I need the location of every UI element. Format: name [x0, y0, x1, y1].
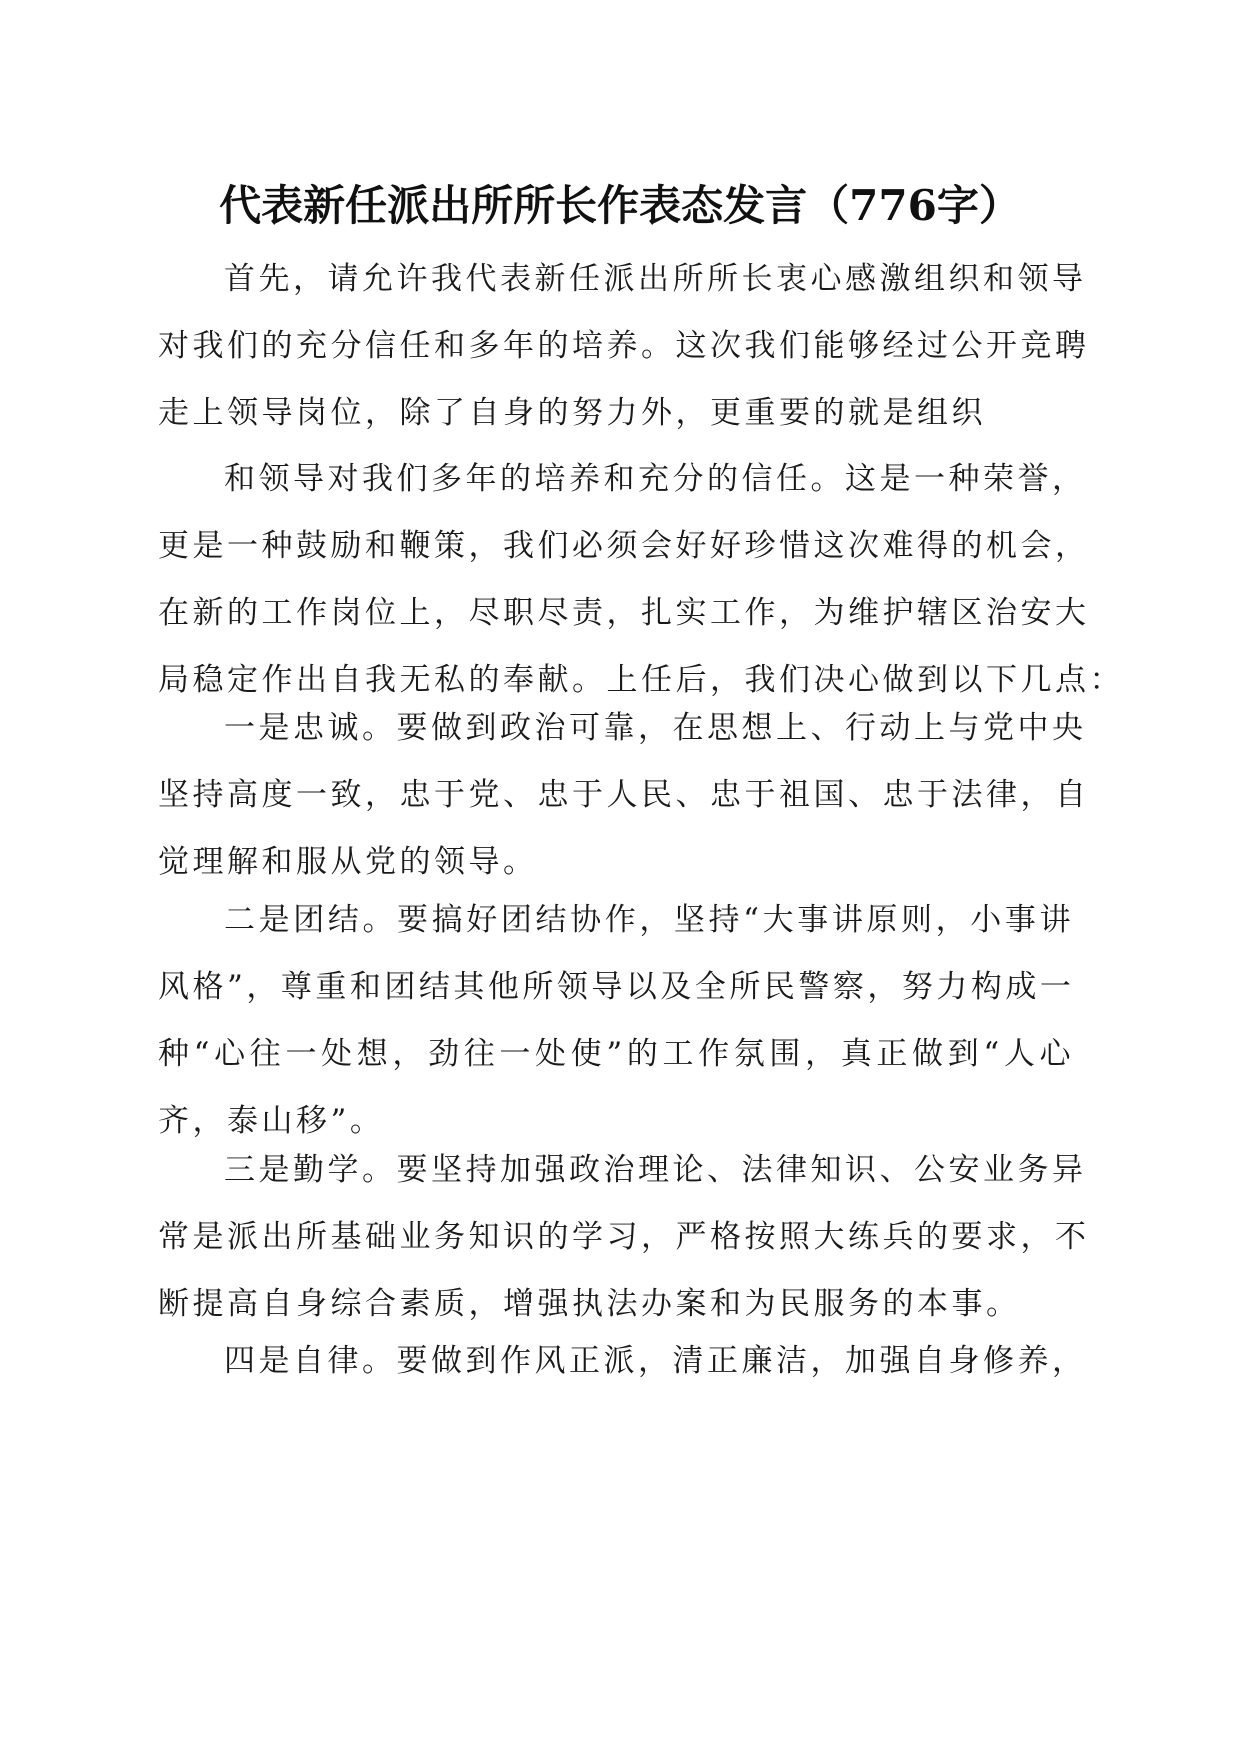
- paragraph-3: [158, 695, 1090, 896]
- paragraph-line: 二是团结。要搞好团结协作，坚持“大事讲原则，小事讲: [224, 902, 1074, 938]
- document-title: 代表新任派出所所长作表态发言（776字）: [219, 181, 1021, 230]
- paragraph-line: 在新的工作岗位上，尽职尽责，扎实工作，为维护辖区治安大: [158, 595, 1090, 631]
- paragraph-line: 坚持高度一致，忠于党、忠于人民、忠于祖国、忠于法律，自: [158, 777, 1090, 813]
- paragraph-6: [158, 1328, 1087, 1395]
- paragraph-line: 齐，泰山移”。: [158, 1103, 385, 1139]
- paragraph-line: 局稳定作出自我无私的奉献。上任后，我们决心做到以下几点：: [158, 662, 1124, 698]
- paragraph-line: 对我们的充分信任和多年的培养。这次我们能够经过公开竞聘: [158, 328, 1090, 364]
- paragraph-2: [158, 446, 1124, 714]
- paragraph-line: 和领导对我们多年的培养和充分的信任。这是一种荣誉，: [224, 461, 1087, 497]
- paragraph-line: 更是一种鼓励和鞭策，我们必须会好好珍惜这次难得的机会，: [158, 528, 1090, 564]
- paragraph-line: 风格”，尊重和团结其他所领导以及全所民警察，努力构成一: [158, 969, 1075, 1005]
- paragraph-line: 三是勤学。要坚持加强政治理论、法律知识、公安业务异: [224, 1152, 1087, 1188]
- paragraph-line: 首先，请允许我代表新任派出所所长衷心感激组织和领导: [224, 261, 1087, 297]
- paragraph-line: 常是派出所基础业务知识的学习，严格按照大练兵的要求，不: [158, 1219, 1090, 1255]
- paragraph-line: 一是忠诚。要做到政治可靠，在思想上、行动上与党中央: [224, 710, 1087, 746]
- paragraph-line: 断提高自身综合素质，增强执法办案和为民服务的本事。: [158, 1286, 1021, 1322]
- paragraph-line: 觉理解和服从党的领导。: [158, 844, 538, 880]
- paragraph-line: 四是自律。要做到作风正派，清正廉洁，加强自身修养，: [224, 1343, 1087, 1379]
- paragraph-5: [158, 1137, 1090, 1338]
- paragraph-1: [158, 246, 1090, 447]
- paragraph-4: [158, 887, 1074, 1155]
- paragraph-line: 走上领导岗位，除了自身的努力外，更重要的就是组织: [158, 395, 986, 431]
- paragraph-line: 种“心往一处想，劲往一处使”的工作氛围，真正做到“人心: [158, 1036, 1074, 1072]
